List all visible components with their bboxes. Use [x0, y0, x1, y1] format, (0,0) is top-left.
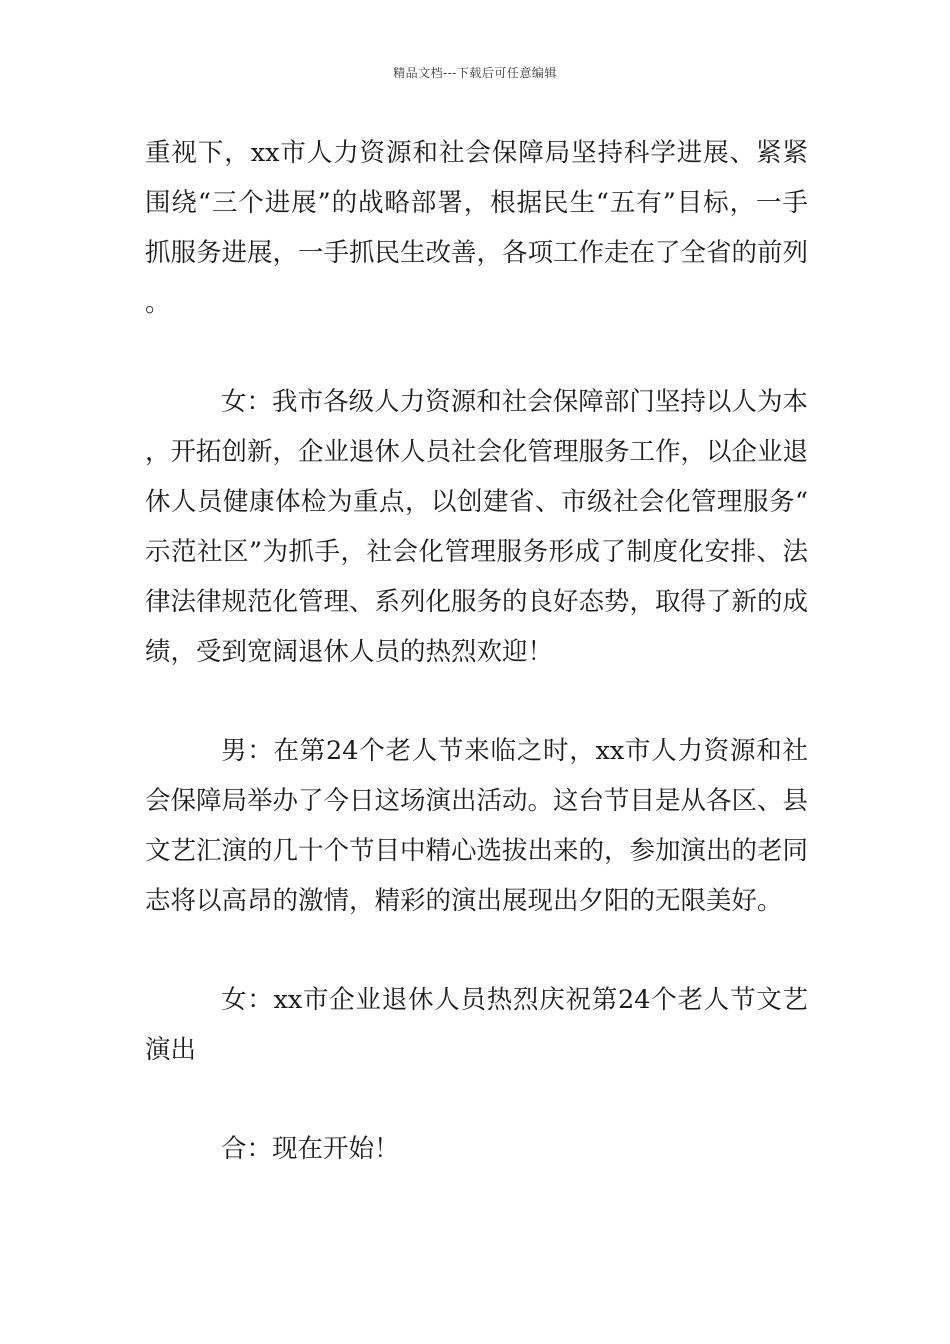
paragraph-female-title: 女：xx市企业退休人员热烈庆祝第24个老人节文艺演出 — [145, 985, 808, 1065]
paragraph-together-start: 合：现在开始！ — [221, 1134, 400, 1164]
paragraph-female-intro: 女：我市各级人力资源和社会保障部门坚持以人为本，开拓创新，企业退休人员社会化管理服务工作，以企业退休人员健康体检为重点，以创建省、市级社会化管理服务“示范社区”为抓手，社会化管理服务形成了制度化安排、法律法律规范化管理、系列化服务的良好态势，取得了新的成绩，受到宽阔退休人员的热烈欢迎！ — [145, 387, 809, 667]
page-header: 精品文档---下载后可任意编辑 — [393, 66, 557, 80]
paragraph-male-intro: 男：在第24个老人节来临之时，xx市人力资源和社会保障局举办了今日这场演出活动。这台节目是从各区、县文艺汇演的几十个节目中精心选拔出来的，参加演出的老同志将以高昂的激情，精彩的演出展现出夕阳的无限美好。 — [145, 736, 809, 916]
document-body — [145, 128, 808, 1174]
paragraph-continuation: 重视下，xx市人力资源和社会保障局坚持科学进展、紧紧围绕“三个进展”的战略部署，根据民生“五有”目标，一手抓服务进展，一手抓民生改善，各项工作走在了全省的前列。 — [145, 138, 809, 318]
